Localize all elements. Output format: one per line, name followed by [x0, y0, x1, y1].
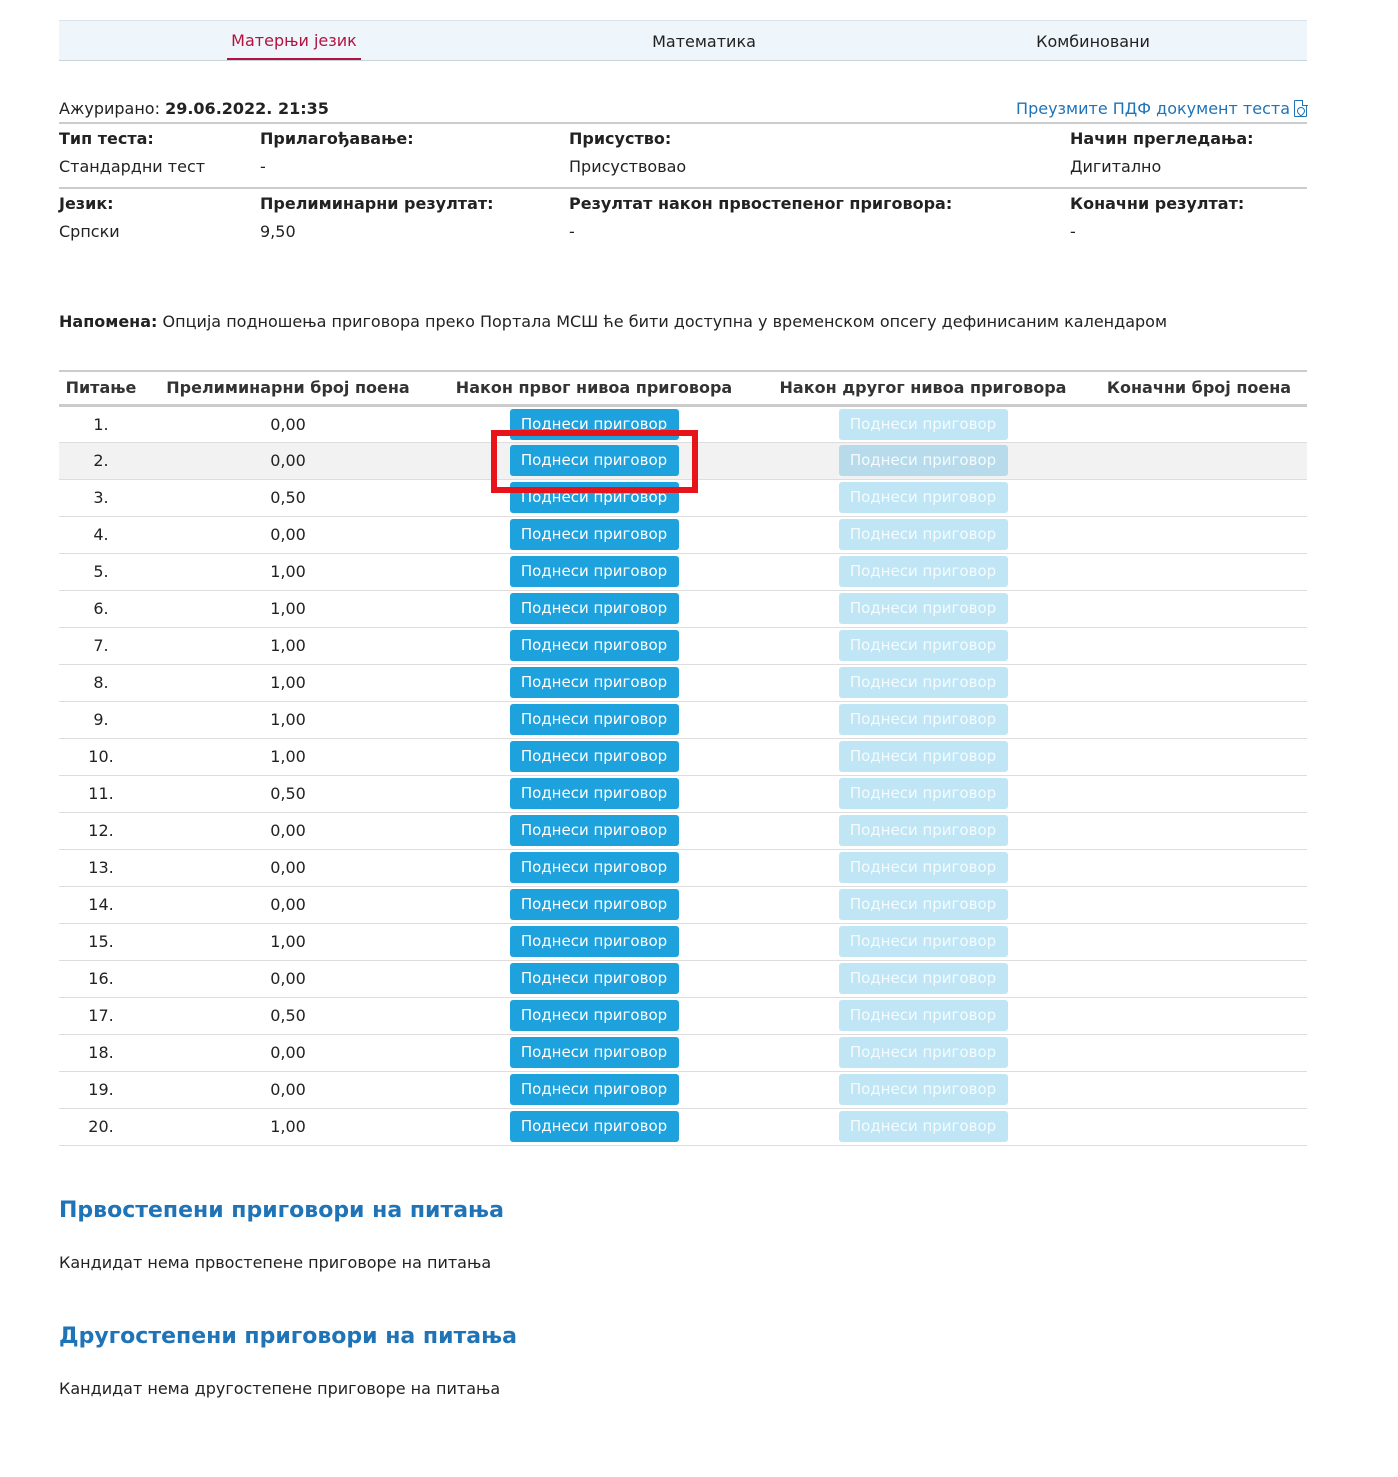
info-label: Начин прегледања:: [1070, 129, 1254, 148]
submit-appeal-button[interactable]: Поднеси приговор: [510, 593, 679, 624]
question-number: 6.: [59, 590, 143, 627]
submit-second-appeal-button: Поднеси приговор: [839, 482, 1008, 513]
question-number: 15.: [59, 923, 143, 960]
tab-label: Математика: [652, 32, 756, 51]
submit-appeal-button[interactable]: Поднеси приговор: [510, 852, 679, 883]
submit-second-appeal-button: Поднеси приговор: [839, 1111, 1008, 1142]
final-points: [1091, 516, 1307, 553]
first-appeal-cell: [433, 1034, 755, 1071]
first-appeal-cell: [433, 405, 755, 442]
submit-second-appeal-button: Поднеси приговор: [839, 556, 1008, 587]
updated-label: Ажурирано:: [59, 99, 160, 118]
second-appeal-cell: [755, 627, 1091, 664]
tab-label: Матерњи језик: [227, 23, 361, 60]
first-appeal-cell: [433, 775, 755, 812]
final-points: [1091, 886, 1307, 923]
final-points: [1091, 479, 1307, 516]
table-row: [59, 516, 1307, 553]
col-header-second-appeal: Након другог нивоа приговора: [755, 371, 1091, 405]
question-number: 14.: [59, 886, 143, 923]
info-label: Прелиминарни резултат:: [260, 194, 494, 213]
preliminary-points: 0,50: [143, 479, 433, 516]
preliminary-points: 0,50: [143, 775, 433, 812]
final-points: [1091, 849, 1307, 886]
submit-appeal-button[interactable]: Поднеси приговор: [510, 630, 679, 661]
download-pdf-label: Преузмите ПДФ документ теста: [1016, 99, 1290, 118]
info-label: Језик:: [59, 194, 114, 213]
first-appeal-cell: [433, 516, 755, 553]
second-appeal-cell: [755, 738, 1091, 775]
table-row: [59, 849, 1307, 886]
info-value: -: [260, 157, 266, 176]
first-appeal-cell: [433, 590, 755, 627]
info-value: Стандардни тест: [59, 157, 206, 176]
note-text: Опција подношења приговора преко Портала МСШ ће бити доступна у временском опсегу дефинисаним календаром: [162, 312, 1168, 331]
submit-appeal-button[interactable]: Поднеси приговор: [510, 815, 679, 846]
col-header-question: Питање: [59, 371, 143, 405]
table-row: [59, 960, 1307, 997]
table-row: [59, 738, 1307, 775]
preliminary-points: 0,00: [143, 516, 433, 553]
first-appeal-cell: [433, 812, 755, 849]
info-value: Српски: [59, 222, 120, 241]
questions-table: [59, 370, 1307, 1146]
second-appeal-cell: [755, 1108, 1091, 1145]
preliminary-points: 0,00: [143, 442, 433, 479]
question-number: 5.: [59, 553, 143, 590]
final-points: [1091, 442, 1307, 479]
final-points: [1091, 627, 1307, 664]
question-number: 17.: [59, 997, 143, 1034]
submit-appeal-button[interactable]: Поднеси приговор: [510, 889, 679, 920]
final-points: [1091, 1034, 1307, 1071]
first-appeal-cell: [433, 627, 755, 664]
submit-appeal-button[interactable]: Поднеси приговор: [510, 963, 679, 994]
submit-appeal-button[interactable]: Поднеси приговор: [510, 482, 679, 513]
final-points: [1091, 738, 1307, 775]
submit-appeal-button[interactable]: Поднеси приговор: [510, 741, 679, 772]
final-points: [1091, 1071, 1307, 1108]
final-points: [1091, 960, 1307, 997]
submit-appeal-button[interactable]: Поднеси приговор: [510, 926, 679, 957]
second-appeal-cell: [755, 849, 1091, 886]
submit-appeal-button[interactable]: Поднеси приговор: [510, 1000, 679, 1031]
final-points: [1091, 664, 1307, 701]
info-label: Коначни резултат:: [1070, 194, 1245, 213]
first-appeal-cell: [433, 1071, 755, 1108]
table-row: [59, 479, 1307, 516]
question-number: 11.: [59, 775, 143, 812]
question-number: 4.: [59, 516, 143, 553]
preliminary-points: 0,00: [143, 1034, 433, 1071]
final-points: [1091, 553, 1307, 590]
info-value: -: [569, 222, 575, 241]
table-row: [59, 405, 1307, 442]
table-row: [59, 1071, 1307, 1108]
second-appeal-cell: [755, 886, 1091, 923]
preliminary-points: 0,00: [143, 812, 433, 849]
preliminary-points: 1,00: [143, 923, 433, 960]
table-header-row: [59, 371, 1307, 405]
final-points: [1091, 812, 1307, 849]
final-points: [1091, 590, 1307, 627]
second-appeal-cell: [755, 1071, 1091, 1108]
second-appeal-cell: [755, 664, 1091, 701]
updated-row: [59, 98, 1307, 124]
submit-second-appeal-button: Поднеси приговор: [839, 963, 1008, 994]
download-pdf-link[interactable]: [1016, 99, 1307, 118]
preliminary-points: 0,00: [143, 849, 433, 886]
preliminary-points: 1,00: [143, 664, 433, 701]
first-appeal-cell: [433, 701, 755, 738]
preliminary-points: 1,00: [143, 1108, 433, 1145]
preliminary-points: 1,00: [143, 553, 433, 590]
col-header-first-appeal: Након првог нивоа приговора: [433, 371, 755, 405]
submit-second-appeal-button: Поднеси приговор: [839, 1000, 1008, 1031]
question-number: 16.: [59, 960, 143, 997]
submit-second-appeal-button: Поднеси приговор: [839, 519, 1008, 550]
table-row: [59, 701, 1307, 738]
info-value: -: [1070, 222, 1076, 241]
submit-appeal-button[interactable]: Поднеси приговор: [510, 445, 679, 476]
first-appeal-cell: [433, 664, 755, 701]
submit-appeal-button[interactable]: Поднеси приговор: [510, 704, 679, 735]
question-number: 12.: [59, 812, 143, 849]
note-label: Напомена:: [59, 312, 158, 331]
table-row: [59, 553, 1307, 590]
updated-value: 29.06.2022. 21:35: [165, 99, 329, 118]
table-row: [59, 1034, 1307, 1071]
section-text-first-appeals: Кандидат нема првостепене приговоре на питања: [59, 1252, 492, 1272]
submit-second-appeal-button: Поднеси приговор: [839, 593, 1008, 624]
info-label: Присуство:: [569, 129, 672, 148]
table-row: [59, 775, 1307, 812]
final-points: [1091, 923, 1307, 960]
submit-second-appeal-button: Поднеси приговор: [839, 1037, 1008, 1068]
tab-combined[interactable]: [879, 21, 1307, 60]
preliminary-points: 1,00: [143, 738, 433, 775]
submit-second-appeal-button: Поднеси приговор: [839, 852, 1008, 883]
first-appeal-cell: [433, 849, 755, 886]
test-info-grid: [59, 124, 1307, 252]
section-title-first-appeals: Првостепени приговори на питања: [59, 1197, 504, 1223]
submit-second-appeal-button: Поднеси приговор: [839, 815, 1008, 846]
table-row: [59, 627, 1307, 664]
question-number: 7.: [59, 627, 143, 664]
table-row: [59, 664, 1307, 701]
results-page: [59, 20, 1307, 1398]
question-number: 13.: [59, 849, 143, 886]
tab-mother-tongue[interactable]: [59, 21, 529, 60]
question-number: 18.: [59, 1034, 143, 1071]
submit-appeal-button[interactable]: Поднеси приговор: [510, 519, 679, 550]
submit-second-appeal-button: Поднеси приговор: [839, 741, 1008, 772]
first-appeal-cell: [433, 1108, 755, 1145]
question-number: 20.: [59, 1108, 143, 1145]
table-row: [59, 886, 1307, 923]
question-number: 2.: [59, 442, 143, 479]
final-points: [1091, 1108, 1307, 1145]
preliminary-points: 0,00: [143, 405, 433, 442]
first-appeal-cell: [433, 738, 755, 775]
preliminary-points: 1,00: [143, 627, 433, 664]
question-number: 10.: [59, 738, 143, 775]
info-value: 9,50: [260, 222, 296, 241]
final-points: [1091, 405, 1307, 442]
first-appeal-cell: [433, 886, 755, 923]
submit-second-appeal-button: Поднеси приговор: [839, 409, 1008, 440]
tab-label: Комбиновани: [1036, 32, 1150, 51]
submit-appeal-button[interactable]: Поднеси приговор: [510, 556, 679, 587]
second-appeal-cell: [755, 701, 1091, 738]
col-header-preliminary-points: Прелиминарни број поена: [143, 371, 433, 405]
second-appeal-cell: [755, 479, 1091, 516]
preliminary-points: 0,00: [143, 960, 433, 997]
preliminary-points: 0,00: [143, 1071, 433, 1108]
updated-info: [59, 99, 329, 118]
second-appeal-cell: [755, 960, 1091, 997]
question-number: 3.: [59, 479, 143, 516]
question-number: 8.: [59, 664, 143, 701]
second-appeal-cell: [755, 442, 1091, 479]
submit-appeal-button[interactable]: Поднеси приговор: [510, 1037, 679, 1068]
second-appeal-cell: [755, 553, 1091, 590]
table-row: [59, 997, 1307, 1034]
question-number: 1.: [59, 405, 143, 442]
table-row: [59, 442, 1307, 479]
submit-second-appeal-button: Поднеси приговор: [839, 926, 1008, 957]
info-label: Прилагођавање:: [260, 129, 414, 148]
second-appeal-cell: [755, 812, 1091, 849]
info-value: Дигитално: [1070, 157, 1162, 176]
submit-appeal-button[interactable]: Поднеси приговор: [510, 1074, 679, 1105]
preliminary-points: 0,50: [143, 997, 433, 1034]
col-header-final-points: Коначни број поена: [1091, 371, 1307, 405]
submit-second-appeal-button: Поднеси приговор: [839, 630, 1008, 661]
second-appeal-cell: [755, 1034, 1091, 1071]
info-label: Тип теста:: [59, 129, 154, 148]
submit-second-appeal-button: Поднеси приговор: [839, 889, 1008, 920]
second-appeal-cell: [755, 405, 1091, 442]
submit-appeal-button[interactable]: Поднеси приговор: [510, 1111, 679, 1142]
first-appeal-cell: [433, 479, 755, 516]
questions-table-body: [59, 405, 1307, 1145]
second-appeal-cell: [755, 775, 1091, 812]
preliminary-points: 1,00: [143, 590, 433, 627]
final-points: [1091, 775, 1307, 812]
second-appeal-cell: [755, 590, 1091, 627]
second-appeal-cell: [755, 997, 1091, 1034]
section-title-second-appeals: Другостепени приговори на питања: [59, 1323, 518, 1349]
submit-second-appeal-button: Поднеси приговор: [839, 445, 1008, 476]
question-number: 19.: [59, 1071, 143, 1108]
info-value: Присуствовао: [569, 157, 687, 176]
preliminary-points: 0,00: [143, 886, 433, 923]
first-appeal-cell: [433, 442, 755, 479]
submit-appeal-button[interactable]: Поднеси приговор: [510, 409, 679, 440]
submit-second-appeal-button: Поднеси приговор: [839, 1074, 1008, 1105]
subject-tabs: [59, 20, 1307, 61]
submit-appeal-button[interactable]: Поднеси приговор: [510, 778, 679, 809]
tab-mathematics[interactable]: [529, 21, 879, 60]
submit-second-appeal-button: Поднеси приговор: [839, 704, 1008, 735]
info-label: Резултат након првостепеног приговора:: [569, 194, 953, 213]
second-appeal-cell: [755, 923, 1091, 960]
submit-second-appeal-button: Поднеси приговор: [839, 778, 1008, 809]
first-appeal-cell: [433, 923, 755, 960]
table-row: [59, 1108, 1307, 1145]
table-row: [59, 812, 1307, 849]
preliminary-points: 1,00: [143, 701, 433, 738]
second-appeal-cell: [755, 516, 1091, 553]
table-row: [59, 923, 1307, 960]
table-row: [59, 590, 1307, 627]
submit-second-appeal-button: Поднеси приговор: [839, 667, 1008, 698]
question-number: 9.: [59, 701, 143, 738]
note: [59, 312, 1307, 331]
submit-appeal-button[interactable]: Поднеси приговор: [510, 667, 679, 698]
final-points: [1091, 997, 1307, 1034]
first-appeal-cell: [433, 997, 755, 1034]
section-text-second-appeals: Кандидат нема другостепене приговоре на питања: [59, 1378, 501, 1398]
first-appeal-cell: [433, 960, 755, 997]
pdf-file-icon: [1294, 100, 1307, 117]
final-points: [1091, 701, 1307, 738]
first-appeal-cell: [433, 553, 755, 590]
